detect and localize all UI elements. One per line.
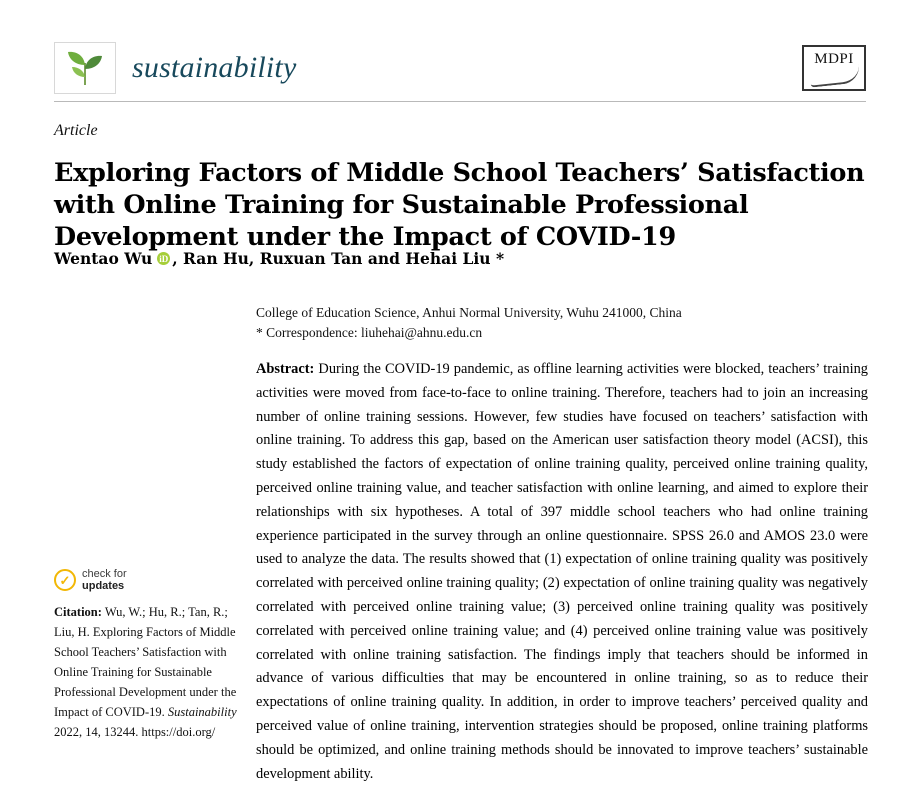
journal-name: sustainability (132, 51, 297, 84)
crossmark-badge[interactable] (54, 568, 239, 592)
abstract-label: Abstract: (256, 361, 315, 377)
check-for-label: check for (82, 568, 127, 580)
author-rest: , Ran Hu, Ruxuan Tan and Hehai Liu * (172, 249, 505, 268)
crossmark-text (82, 568, 127, 592)
correspondence-line[interactable]: * Correspondence: liuhehai@ahnu.edu.cn (256, 325, 483, 340)
journal-masthead (54, 36, 866, 100)
author-list (54, 249, 854, 268)
orcid-icon[interactable]: iD (159, 253, 169, 264)
affiliation-line: College of Education Science, Anhui Normal University, Wuhu 241000, China (256, 305, 682, 320)
header-divider (54, 101, 866, 102)
updates-label: updates (82, 580, 125, 592)
citation-tail[interactable]: 2022, 14, 13244. https://doi.org/ (54, 725, 216, 739)
mdpi-logo (802, 45, 866, 91)
page-title: Exploring Factors of Middle School Teachers’ Satisfaction with Online Training for Sustainable Professional Development under the Impact of COVID-19 (54, 158, 865, 253)
sidebar (54, 568, 239, 742)
journal-brand (54, 42, 296, 94)
abstract-text: During the COVID-19 pandemic, as offline learning activities were blocked, teachers’ training activities were moved from face-to-face to online training. Therefore, teachers had to join an increasing number of online training sessions. However, few studies have focused on teachers’ satisfaction with online training. To address this gap, based on the American user satisfaction theory model (ACSI), this study established the factors of expectation of online training quality, perceived online training quality, perceived online training value, and teacher satisfaction with online learning, and aimed to explore their relationships with six hypotheses. A total of 397 middle school teachers who had online training experience participated in the survey through an online questionnaire. SPSS 26.0 and AMOS 23.0 were used to analyze the data. The results showed that (1) expectation of online training quality was positively correlated with perceived online training quality; (2) expectation of online training quality was negatively correlated with perceived online training value; (3) perceived online training quality was positively correlated with perceived online training value; and (4) perceived online training value was positively correlated with online training satisfaction. The findings imply that teachers should be informed in advance of various difficulties that may be encountered in online training, so as to reduce their expectations of online training quality. In addition, in order to improve teachers’ perceived quality and perceived value of online training, intervention strategies should be proposed, online training platforms should be optimized, and online training methods should be innovated to improve teachers’ sustainable development ability. (256, 361, 868, 782)
citation-label: Citation: (54, 605, 102, 619)
abstract-block (256, 358, 868, 786)
article-type: Article (54, 122, 98, 139)
publisher-name: MDPI (814, 51, 854, 67)
leaf-plant-icon (54, 42, 116, 94)
citation-text: Wu, W.; Hu, R.; Tan, R.; Liu, H. Exploring Factors of Middle School Teachers’ Satisfaction with Online Training for Sustainable Professional Development under the Impact of COVID-19. (54, 605, 237, 719)
author-primary: Wentao Wu (54, 249, 153, 268)
affiliation-block (256, 303, 874, 342)
citation-block (54, 602, 239, 742)
swoosh-decoration (809, 64, 861, 87)
check-circle-icon: ✓ (54, 569, 76, 591)
citation-journal: Sustainability (167, 705, 237, 719)
